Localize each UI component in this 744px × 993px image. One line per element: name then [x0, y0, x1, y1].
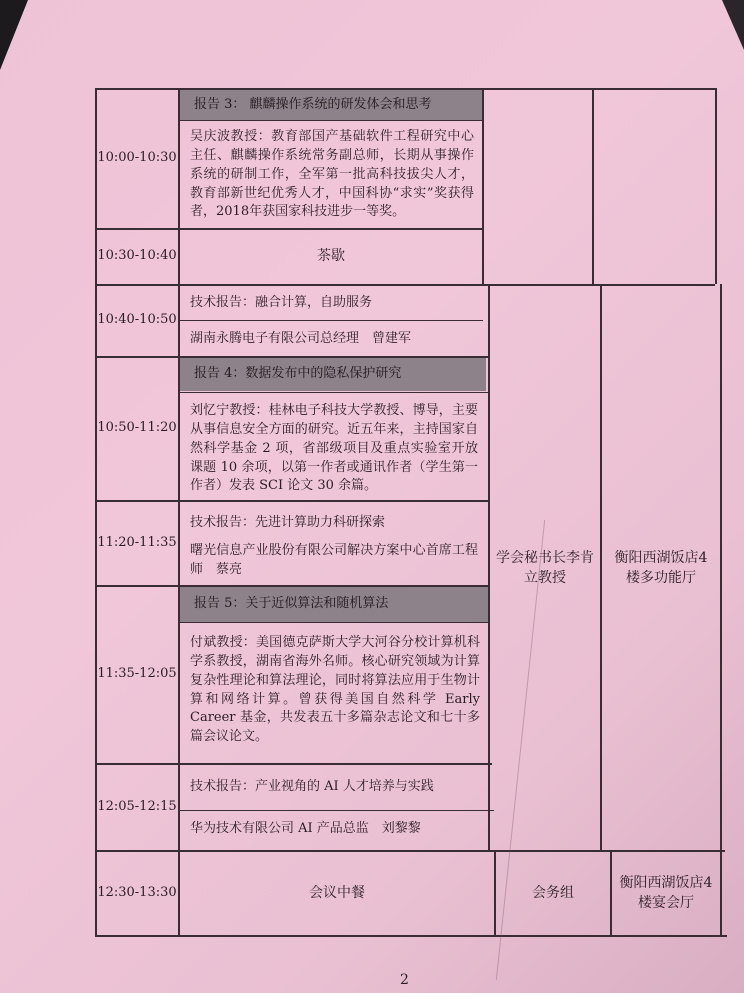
lunch-venue-text: 衡阳西湖饭店4楼宴会厅: [619, 874, 713, 911]
time-cell: [96, 764, 178, 850]
host-cell: [490, 286, 600, 850]
tech-title-text: 技术报告：产业视角的 AI 人才培养与实践: [190, 779, 434, 794]
lunch-host-cell: [496, 851, 610, 935]
tech-report-speaker: [182, 816, 490, 846]
venue-text: 衡阳西湖饭店4楼多功能厅: [614, 549, 708, 586]
page-number: 2: [400, 972, 409, 988]
time-text: 12:05-12:15: [97, 798, 177, 814]
time-text: 11:35-12:05: [97, 666, 177, 682]
tech-title-text: 技术报告：融合计算，自助服务: [190, 295, 373, 310]
host-text: 学会秘书长李肯立教授: [496, 549, 594, 586]
speaker-text: 湖南永腾电子有限公司总经理 曾建军: [190, 331, 412, 346]
time-cell: [96, 89, 178, 228]
speaker-text: 华为技术有限公司 AI 产品总监 刘黎黎: [190, 821, 421, 836]
time-text: 12:30-13:30: [97, 884, 177, 900]
lunch-venue-cell: [612, 851, 720, 935]
lunch-text: 会议中餐: [309, 884, 365, 901]
tech-title-text: 技术报告：先进计算助力科研探索: [190, 515, 386, 530]
bio-text: 刘忆宁教授：桂林电子科技大学教授、博导，主要从事信息安全方面的研究。近五年来，主持国家自然科学基金 2 项，省部级项目及重点实验室开放课题 10 余项，以第一作者或通讯作者（学生第一作者）发表 SCI 论文 30 余篇。: [190, 403, 478, 494]
break-text: 茶歇: [317, 248, 345, 265]
time-text: 10:50-11:20: [97, 420, 177, 436]
time-cell: [96, 357, 178, 500]
talk-header: [180, 587, 488, 622]
tech-report-title: [182, 774, 490, 804]
time-cell: [96, 229, 178, 284]
break-cell: [180, 229, 482, 284]
tech-report-title: [182, 290, 482, 320]
time-cell: [96, 851, 178, 935]
speaker-bio: [182, 398, 486, 498]
time-text: 10:30-10:40: [97, 248, 177, 264]
lunch-cell: [180, 851, 494, 935]
tech-report-speaker: [182, 326, 482, 356]
speaker-text: 曙光信息产业股份有限公司解决方案中心首席工程师 蔡亮: [190, 543, 478, 577]
time-text: 10:00-10:30: [97, 150, 177, 166]
talk-title: 报告 3： 麒麟操作系统的研发体会和思考: [194, 96, 432, 112]
time-cell: [96, 501, 178, 585]
lunch-host-text: 会务组: [532, 884, 574, 901]
time-text: 11:20-11:35: [97, 534, 177, 550]
time-text: 10:40-10:50: [97, 312, 177, 328]
talk-header: [180, 358, 486, 391]
talk-header: [180, 90, 482, 120]
time-cell: [96, 285, 178, 356]
tech-report-title: [182, 510, 486, 538]
speaker-bio: [182, 124, 482, 228]
bio-text: 付斌教授：美国德克萨斯大学大河谷分校计算机科学系教授，湖南省海外名师。核心研究领域为计算复杂性理论和算法理论，同时将算法应用于生物计算和网络计算。曾获得美国自然科学 Early Career 基金，共发表五十多篇杂志论文和七十多篇会议论文。: [190, 635, 480, 745]
tech-report-speaker: [182, 538, 486, 584]
talk-title: 报告 5：关于近似算法和随机算法: [194, 596, 389, 612]
talk-title: 报告 4：数据发布中的隐私保护研究: [194, 366, 402, 382]
speaker-bio: [182, 630, 488, 760]
bio-text: 吴庆波教授：教育部国产基础软件工程研究中心主任、麒麟操作系统常务副总师，长期从事操作系统的研制工作，全军第一批高科技拔尖人才，教育部新世纪优秀人才，中国科协“求实”奖获得者，2018年获国家科技进步一等奖。: [190, 129, 474, 220]
venue-cell: [602, 286, 720, 850]
time-cell: [96, 586, 178, 763]
